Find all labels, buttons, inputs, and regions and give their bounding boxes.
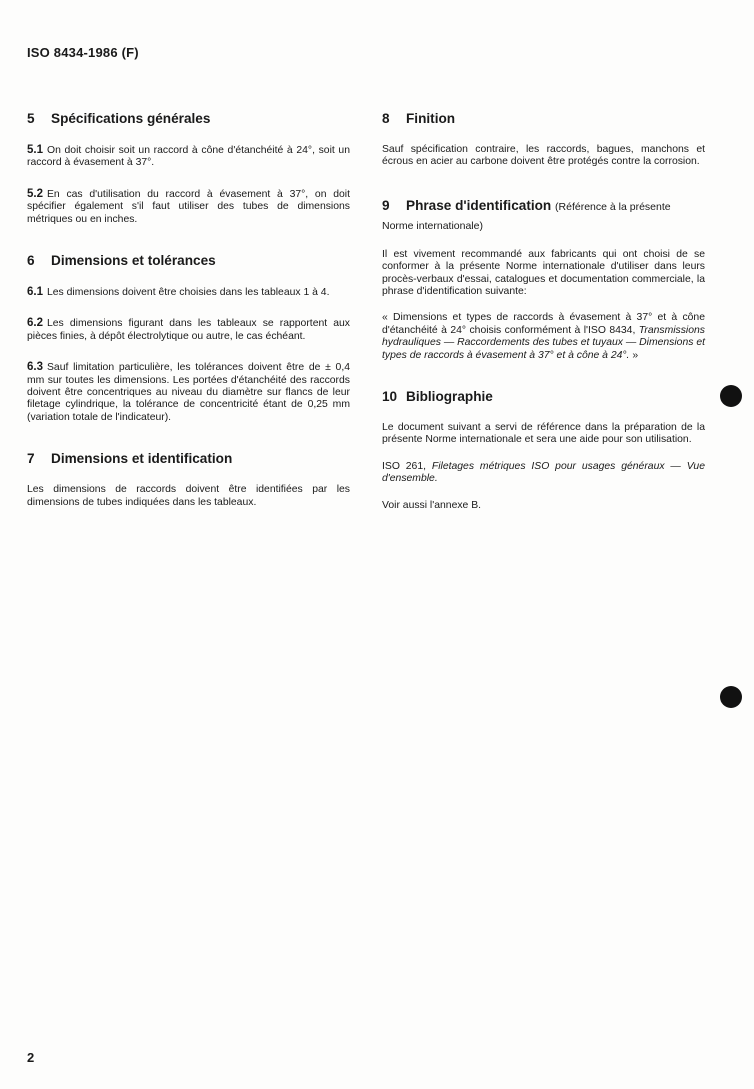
section-10-paragraph-1: Le document suivant a servi de référence dans la préparation de la présente Norme internationale et sera une aide pour son utilisation. [382,422,705,446]
clause-5-1-number: 5.1 [27,144,43,156]
clause-6-1-number: 6.1 [27,286,43,299]
clause-6-1 [27,286,350,299]
section-5-number: 5 [27,111,35,126]
margin-bullet-mark-lower [720,686,742,708]
section-8-number: 8 [382,111,390,126]
section-9-heading [382,197,705,235]
section-10-title: Bibliographie [406,389,493,405]
document-identifier: ISO 8434-1986 (F) [27,45,139,60]
clause-5-2-text: En cas d'utilisation du raccord à évasement à 37°, on doit spécifier également s'il faut utiliser des tubes de dimensions métriques ou en inches. [27,188,350,225]
section-7-number: 7 [27,451,35,467]
clause-5-1-text: On doit choisir soit un raccord à cône d'étanchéité à 24°, soit un raccord à évasement à 37°. [27,145,350,169]
section-7-heading [27,450,350,468]
clause-6-3-number: 6.3 [27,361,43,374]
section-8-heading [382,110,705,128]
section-5-title: Spécifications générales [51,111,211,126]
clause-5-2 [27,188,350,226]
section-6-title: Dimensions et tolérances [51,253,216,269]
section-8-text: Sauf spécification contraire, les raccords, bagues, manchons et écrous en acier au carbone doivent être protégés contre la corrosion. [382,144,705,168]
section-9-quote-end: » [629,349,639,361]
section-9-paragraph-1: Il est vivement recommandé aux fabricants qui ont choisi de se conformer à la présente Norme internationale d'utiliser dans leurs procès-verbaux d'essai, catalogues et documentation commerciale, la phrase d'identification suivante: [382,248,705,298]
section-7-text: Les dimensions de raccords doivent être identifiées par les dimensions de tubes indiquées dans les tableaux. [27,484,350,508]
clause-6-3-text: Sauf limitation particulière, les tolérances doivent être de ± 0,4 mm sur toutes les dimensions. Les portées d'étanchéité des raccords doivent être concentriques au niveau du diamètre sur flancs de leur filetage cylindrique, la tolérance de concentricité étant de 0,25 mm (variation totale de l'indicateur). [27,362,350,423]
clause-6-2 [27,317,350,343]
section-8-title: Finition [406,111,456,126]
right-column [382,110,705,512]
bibliography-reference [382,461,705,486]
page-number: 2 [27,1050,35,1065]
reference-number: ISO 261, [382,460,432,472]
section-9-title: Phrase d'identification [406,197,552,213]
clause-5-2-number: 5.2 [27,187,43,200]
clause-6-2-text: Les dimensions figurant dans les tableaux se rapportent aux pièces finies, à dépôt électrolytique ou autre, le cas échéant. [27,318,350,342]
margin-bullet-mark-upper [720,385,742,407]
section-5-heading [27,110,350,128]
section-6-heading [27,252,350,270]
left-column [27,110,350,509]
clause-6-2-number: 6.2 [27,317,43,330]
section-6-number: 6 [27,253,35,269]
see-also-note: Voir aussi l'annexe B. [382,499,482,511]
clause-6-3 [27,361,350,424]
clause-6-1-text: Les dimensions doivent être choisies dans les tableaux 1 à 4. [47,287,330,299]
section-10-heading [382,388,705,406]
clause-5-1 [27,144,350,170]
reference-title: Filetages métriques ISO pour usages généraux — Vue d'ensemble. [382,460,705,485]
section-9-quoted-phrase [382,312,705,362]
section-9-number: 9 [382,197,390,213]
section-9-subtitle: (Référence à la présente Norme internationale) [382,200,671,232]
section-9-quote-start: « Dimensions et types de raccords à évasement à 37° et à cône d'étanchéité à 24° choisis conformément à l'ISO 8434, [382,312,705,336]
section-9-quote-title: Transmissions hydrauliques — Raccordements des tubes et tuyaux — Dimensions et types de raccords à évasement à 37° et à cône à 24°. [382,324,705,361]
section-7-title: Dimensions et identification [51,451,233,467]
section-10-number: 10 [382,389,398,405]
